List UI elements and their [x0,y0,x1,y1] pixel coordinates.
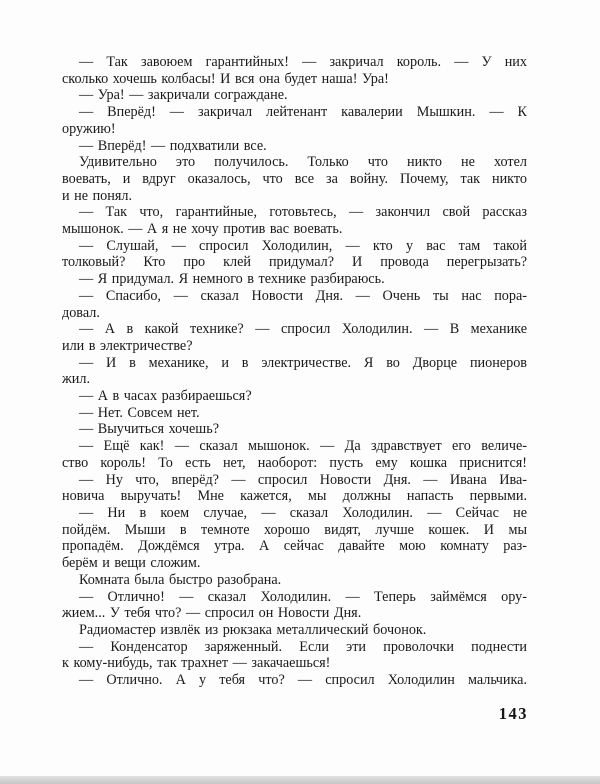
paragraph [62,505,527,572]
paragraph [62,54,527,87]
paragraph [62,355,527,388]
paragraph [62,622,527,639]
text-line: пропадём. Дождёмся утра. А сейчас давайте мою комнату раз- [62,538,527,555]
text-line: оружию! [62,120,116,137]
text-line: — Ура! — закричали сограждане. [79,87,288,104]
paragraph [62,438,527,471]
text-line: — Вперёд! — подхватили все. [79,137,267,154]
paragraph [62,472,527,505]
paragraph [62,672,527,689]
paragraph [62,271,527,288]
paragraph [62,238,527,271]
text-line: — Отлично. А у тебя что? — спросил Холодилин мальчика. [79,672,527,689]
text-line: — А в какой технике? — спросил Холодилин. — В механике [79,321,527,338]
text-line: жием... У тебя что? — спросил он Новости Дня. [62,605,362,622]
text-line: — Так что, гарантийные, готовьтесь, — закончил свой рассказ [79,204,527,221]
text-line: — Нет. Совсем нет. [79,404,200,421]
text-line: Удивительно это получилось. Только что никто не хотел [79,154,527,171]
page-number: 143 [498,704,528,723]
text-line: — Отлично! — сказал Холодилин. — Теперь займёмся ору- [79,588,527,605]
text-line: — Выучиться хочешь? [79,421,219,438]
paragraph [62,572,527,589]
text-line: — Ни в коем случае, — сказал Холодилин. — Сейчас не [79,504,527,521]
text-line: берём и вещи сложим. [62,555,201,572]
paragraph [62,138,527,155]
page-text-block [62,54,527,689]
text-line: довал. [62,304,100,321]
paragraph [62,405,527,422]
text-line: новича выручать! Мне кажется, мы должны напасть первыми. [62,488,527,505]
text-line: пойдём. Мыши в темноте хорошо видят, лучше кошек. И мы [62,521,527,538]
text-line: воевать, и вдруг оказалось, что все за войну. Почему, так никто [62,170,527,187]
text-line: ство король! То есть нет, наоборот: пусть ему кошка приснится! [62,454,527,471]
paragraph [62,204,527,237]
text-line: — Так завоюем гарантийных! — закричал король. — У них [79,54,527,70]
text-line: — Ну что, вперёд? — спросил Новости Дня. — Ивана Ива- [79,471,527,488]
text-line: к кому-нибудь, так трахнет — закачаешься! [62,655,331,672]
text-line: и не понял. [62,187,133,204]
text-line: — И в механике, и в электричестве. Я во Дворце пионеров [79,354,527,371]
text-line: — А в часах разбираешься? [79,388,252,405]
paragraph [62,104,527,137]
paragraph [62,388,527,405]
text-line: — Слушай, — спросил Холодилин, — кто у вас там такой [79,237,527,254]
scan-bottom-edge [0,776,600,784]
paragraph [62,639,527,672]
text-line: — Спасибо, — сказал Новости Дня. — Очень ты нас пора- [79,287,527,304]
paragraph [62,321,527,354]
text-line: сколько хочешь колбасы! И вся она будет наша! Ура! [62,70,389,87]
paragraph [62,87,527,104]
text-line: или в электричестве? [62,337,193,354]
paragraph [62,288,527,321]
paragraph [62,589,527,622]
text-line: — Вперёд! — закричал лейтенант кавалерии Мышкин. — К [79,104,527,121]
text-line: — Конденсатор заряженный. Если эти проволочки поднести [79,638,527,655]
paragraph [62,421,527,438]
text-line: толковый? Кто про клей придумал? И провода перегрызать? [62,254,527,271]
text-line: — Ещё как! — сказал мышонок. — Да здравствует его величе- [79,438,527,455]
paragraph [62,154,527,204]
text-line: жил. [62,371,91,388]
text-line: Комната была быстро разобрана. [79,571,282,588]
text-line: — Я придумал. Я немного в технике разбираюсь. [79,271,385,288]
text-line: мышонок. — А я не хочу против вас воевать. [62,221,343,238]
text-line: Радиомастер извлёк из рюкзака металлический бочонок. [79,621,427,638]
